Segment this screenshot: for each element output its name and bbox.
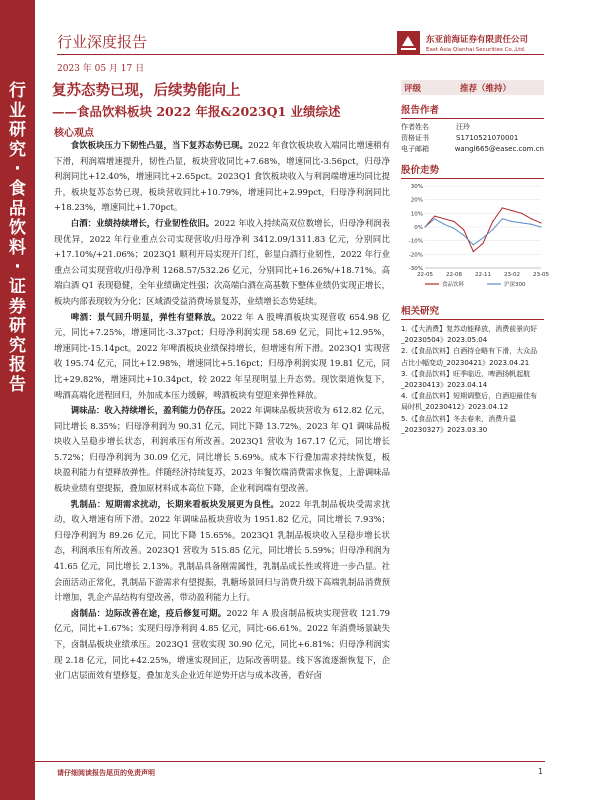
series-point: [540, 222, 541, 223]
paragraph-lead: 卤制品：边际改善在途，疫后修复可期。: [70, 607, 227, 618]
related-report-link[interactable]: 4.《【食品饮料】短期调整后，白酒迎最佳布局时机_20230412》2023.04.12: [401, 392, 538, 412]
y-tick-label: -20%: [408, 252, 423, 259]
logo-name-en: East Asia Qianhai Securities Co.,Ltd.: [426, 46, 526, 53]
analyst-row: [401, 144, 544, 155]
sidebar-char: 料: [9, 237, 26, 258]
x-tick-label: 23-02: [504, 272, 520, 278]
sidebar-title: [4, 82, 31, 396]
paragraph-lead: 调味品：收入持续增长，盈利能力仍存压。: [70, 405, 231, 416]
y-tick-label: 0%: [414, 225, 423, 231]
sidebar-char: 食: [9, 178, 26, 199]
analyst-field-label: 作者姓名: [401, 123, 429, 131]
series-point: [521, 213, 522, 214]
trend-section-title: 股价走势: [401, 162, 544, 179]
paragraph-lead: 食饮板块压力下韧性凸显，当下复苏态势已现。: [70, 140, 248, 150]
right-column: [401, 80, 549, 436]
sidebar-char: 行: [9, 81, 26, 101]
series-point: [453, 228, 454, 229]
y-tick-label: 20%: [410, 197, 423, 204]
paragraph-text: 2022 年食饮板块收入端同比增速稍有下滑，利润端增速提升，韧性凸显，板块营收同比+7.68%，增速同比-3.56pct，归母净利润同比+12.40%，增速同比+2.65pct。2023Q1 食饮板块收入与利润端增速均同比提升，板块复苏态势已现，板块营收同比+10.79%，增速同比+2.99pct，归母净利润同比+18.23%，增速同比+1.70pct。: [54, 140, 390, 213]
analyst-field-value[interactable]: wangl665@easec.com.cn: [454, 145, 544, 153]
footer-divider: [35, 761, 545, 762]
x-tick-label: 22-11: [475, 272, 491, 278]
paragraph-text: 2022 年调味品板块营收为 612.82 亿元，同比增长 8.35%；归母净利润为 90.31 亿元，同比下降 13.72%。2023 年 Q1 调味品板块收入呈稳步增长状态，利润承压有所改善。2023Q1 营收为 167.17 亿元，同比增长 5.72%；归母净利润为 30.09 亿元，同比增长 5.69%。成本下行叠加需求持续恢复，板块盈利能力有望释放弹性。伴随经济持续复苏，2023 年餐饮端消费需求恢复，上游调味品板块业绩有望提振，叠加原材料成本高位下降，企业利润端有望改善。: [54, 405, 390, 494]
core-view-body: [54, 138, 390, 684]
sidebar-char: 业: [9, 100, 26, 121]
series-point: [511, 210, 512, 211]
paragraph-text: 2022 年 A 股卤制品板块实现营收 121.79 亿元，同比+1.67%；实现归母净利润 4.85 亿元，同比-66.61%。2022 年消费场景缺失下，卤制品板块业绩承压。2023Q1 营收实现 30.90 亿元，同比+6.81%；归母净利润实现 2.18 亿元，同比+42.25%，增速实现回正，边际改善明显。线下客流逐渐恢复下，企业门店层面效有望修复，叠加龙头企业近年逆势开店与成本改善，看好卤: [54, 607, 390, 681]
sidebar-char: 证: [9, 276, 26, 297]
series-point: [492, 229, 493, 230]
series-point: [463, 235, 464, 236]
paragraph-text: 2022 年 A 股啤酒板块实现营收 654.98 亿元，同比+7.25%，增速同比-3.37pct；归母净利润实现 58.69 亿元，同比+12.95%，增速同比-15.14pct。2022 年啤酒板块业绩保持增长，但增速有所下滑。2023Q1 实现营收 195.74 亿元，同比+12.98%，增速同比+5.16pct；归母净利润实现 19.81 亿元，同比+29.82%，增速同比+10.34pct，较 2022 年呈现明显上升态势。现饮渠道恢复下，啤酒高端化进程回归，外加成本压力缓解，啤酒板块有望迎来弹性释放。: [54, 311, 391, 400]
core-paragraph: [54, 138, 390, 216]
y-tick-label: -30%: [408, 266, 423, 272]
related-report-link[interactable]: 2.《【食品饮料】白酒持仓略有下滑，大众品占比小幅变动_20230421》2023.04.21: [401, 347, 538, 367]
series-point: [444, 224, 445, 225]
analyst-field-label: 电子邮箱: [401, 145, 429, 153]
series-point: [531, 224, 532, 225]
related-research-list: [401, 324, 544, 436]
paragraph-text: 2022 年收入持续高双位数增长，归母净利润表现优异，2022 年行业重点公司实现营收/归母净利 3412.09/1311.83 亿元，分别同比+17.10%/+21.06%；2023Q1 顺利开局实现开门红，彰显白酒行业韧性，2022 年行业重点公司实现营收/归母净利 1268.57/532.26 亿元，分别同比+16.26%/+18.71%。高端白酒 Q1 表现稳健，全年业绩确定性强；次高端白酒在高基数下整体业绩仍实现正增长，板块内部表现较为分化；区域酒受益消费场景复苏，业绩增长态势延续。: [54, 217, 390, 306]
analyst-field-value: S1710521070001: [456, 134, 519, 142]
series-point: [482, 237, 483, 238]
logo-mark-icon: [396, 30, 421, 55]
sidebar-char: ·: [14, 257, 21, 278]
series-point: [502, 207, 503, 208]
report-type: 行业深度报告: [57, 33, 148, 51]
rating-value: 推荐（维持）: [460, 83, 512, 94]
rating-label: 评级: [404, 83, 422, 94]
series-point: [444, 218, 445, 219]
disclaimer-note: 请仔细阅读报告尾页的免责声明: [57, 769, 155, 777]
related-report-link[interactable]: 1.《【大消费】复苏动能释放，消费前景向好_20230504》2023.05.04: [401, 325, 538, 345]
sidebar-char: 报: [9, 355, 26, 376]
sidebar-char: 研: [9, 316, 26, 337]
sidebar-char: 告: [9, 374, 26, 395]
core-paragraph: [54, 606, 390, 684]
sidebar-char: 品: [9, 198, 26, 219]
price-trend-chart: [401, 182, 549, 296]
rating-box: [401, 80, 544, 95]
analyst-row: [401, 133, 544, 144]
company-logo: [396, 30, 528, 55]
series-point: [540, 226, 541, 227]
sidebar-char: 究: [9, 139, 26, 160]
x-tick-label: 22-05: [417, 272, 433, 278]
paragraph-lead: 乳制品：短期需求扰动，长期来看板块发展更为良性。: [70, 498, 280, 509]
sidebar-char: 研: [9, 120, 26, 141]
series-point: [424, 226, 425, 227]
logo-name-cn: 东亚前海证券有限责任公司: [426, 34, 529, 45]
paragraph-lead: 啤酒：景气回升明显，弹性有望释放。: [70, 311, 221, 322]
paragraph-lead: 白酒：业绩持续增长，行业韧性依旧。: [70, 217, 215, 228]
series-point: [531, 218, 532, 219]
series-point: [473, 244, 474, 245]
report-date: 2023 年 05 月 17 日: [57, 64, 145, 74]
series-point: [492, 221, 493, 222]
series-point: [521, 222, 522, 223]
core-paragraph: [54, 403, 390, 497]
analyst-field-label: 资格证书: [401, 134, 429, 142]
x-tick-label: 23-05: [533, 272, 549, 278]
related-section-title: 相关研究: [401, 303, 544, 320]
y-tick-label: -10%: [408, 238, 423, 245]
sidebar-char: 究: [9, 335, 26, 356]
core-paragraph: [54, 497, 390, 606]
legend-label: 沪深300: [504, 282, 526, 288]
series-line-0: [425, 208, 541, 252]
series-point: [502, 218, 503, 219]
core-view-heading: 核心观点: [54, 128, 94, 139]
series-point: [482, 243, 483, 244]
price-trend-svg: [401, 182, 549, 292]
page-number: 1: [538, 767, 544, 776]
series-point: [463, 229, 464, 230]
series-point: [511, 221, 512, 222]
core-paragraph: [54, 216, 390, 310]
y-tick-label: 30%: [410, 184, 423, 190]
analyst-row: [401, 122, 544, 133]
paragraph-text: 2022 年乳制品板块受需求扰动，收入增速有所下滑。2022 年调味品板块营收为 1951.82 亿元，同比增长 7.93%；归母净利润为 89.26 亿元，同比下降 15.65%。2023Q1 乳制品板块收入呈稳步增长状态，利润承压有所改善。2023Q1 营收为 515.85 亿元，同比增长 5.59%；归母净利润为 41.65 亿元，同比增长 2.13%。乳制品具备刚需属性，乳制品成长性或将进一步凸显。社会面活动正常化，乳制品下游需求有望提振，乳糖场景回归与消费升级下高端乳制品消费预计增加，乳企产品结构有望改善，带动盈利能力上行。: [54, 498, 390, 603]
report-subtitle: ——食品饮料板块 2022 年报&2023Q1 业绩综述: [52, 104, 341, 119]
core-paragraph: [54, 310, 390, 404]
analyst-info: [401, 122, 544, 155]
sidebar: [0, 0, 35, 800]
report-title: 复苏态势已现，后续势能向上: [52, 82, 241, 99]
sidebar-char: 券: [9, 296, 26, 317]
series-point: [434, 215, 435, 216]
x-tick-label: 22-08: [446, 272, 462, 278]
series-point: [473, 251, 474, 252]
series-point: [434, 218, 435, 219]
sidebar-char: ·: [14, 159, 21, 180]
analyst-field-value: 汪玲: [456, 123, 470, 131]
analyst-section-title: 报告作者: [401, 102, 544, 119]
series-point: [453, 221, 454, 222]
y-tick-label: 10%: [410, 211, 423, 218]
related-report-link[interactable]: 3.《【食品饮料】旺季临近，啤酒扬帆起航_20230413》2023.04.14: [401, 369, 531, 390]
related-report-link[interactable]: 5.《【食品饮料】冬去春来，消费升温_20230327》2023.03.30: [401, 414, 517, 434]
sidebar-char: 饮: [9, 218, 26, 239]
legend-label: 食品饮料: [442, 282, 465, 288]
